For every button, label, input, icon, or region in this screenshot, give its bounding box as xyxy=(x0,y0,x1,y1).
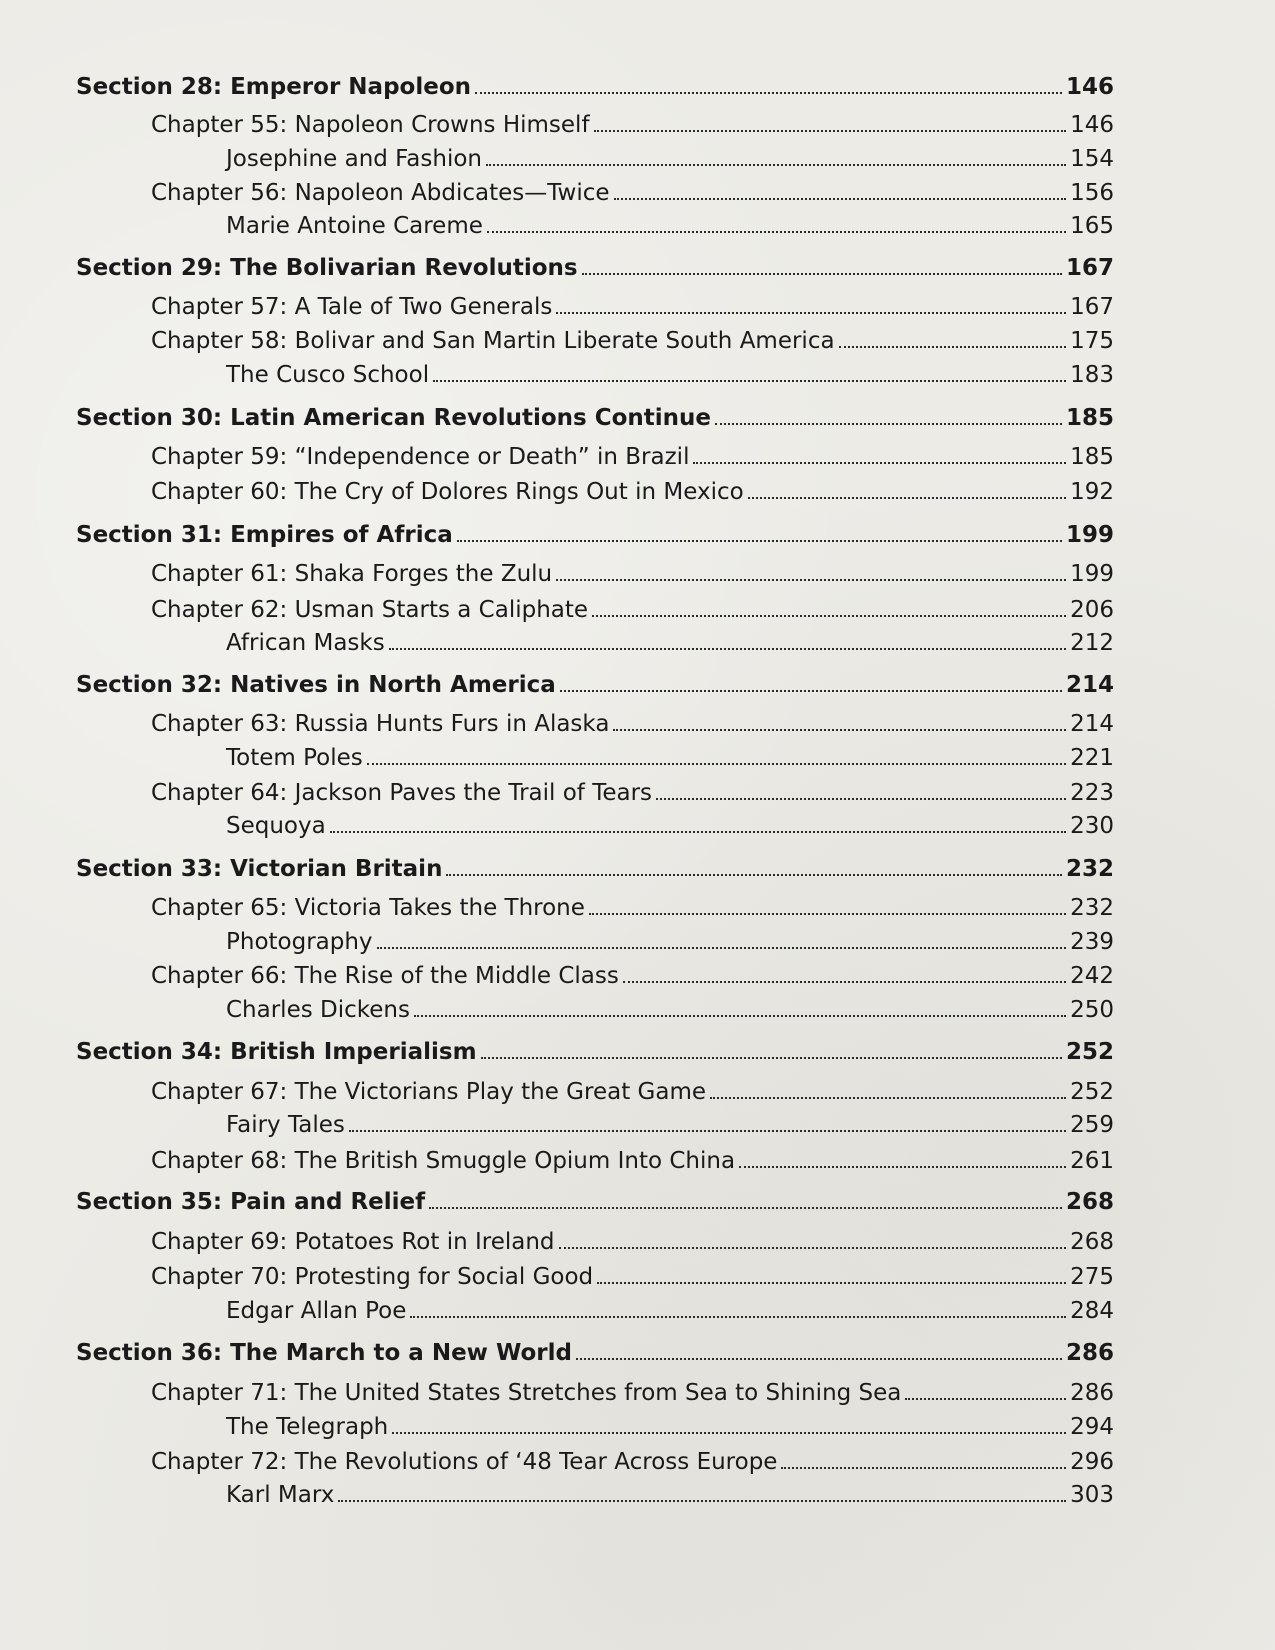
toc-page: 252 xyxy=(1065,1039,1114,1065)
toc-subsection[interactable] xyxy=(76,625,1114,659)
toc-page: 223 xyxy=(1070,780,1114,806)
dot-leader xyxy=(614,198,1067,200)
dot-leader xyxy=(487,231,1066,233)
toc-title: Chapter 66: The Rise of the Middle Class xyxy=(151,963,619,989)
toc-page: 303 xyxy=(1070,1482,1114,1508)
dot-leader xyxy=(559,1247,1067,1249)
toc-page: 230 xyxy=(1070,813,1114,839)
toc-title: Chapter 63: Russia Hunts Furs in Alaska xyxy=(151,711,610,737)
dot-leader xyxy=(748,497,1066,499)
toc-chapter[interactable] xyxy=(76,175,1114,209)
toc-title: Section 32: Natives in North America xyxy=(76,672,556,698)
toc-subsection[interactable] xyxy=(76,1293,1114,1327)
toc-title: Chapter 56: Napoleon Abdicates—Twice xyxy=(151,180,610,206)
toc-chapter[interactable] xyxy=(76,1444,1114,1478)
toc-chapter[interactable] xyxy=(76,323,1114,357)
toc-title: Section 36: The March to a New World xyxy=(76,1340,572,1366)
toc-title: Sequoya xyxy=(226,813,326,839)
toc-title: Section 28: Emperor Napoleon xyxy=(76,74,471,100)
toc-title: The Cusco School xyxy=(226,362,430,388)
toc-title: Chapter 57: A Tale of Two Generals xyxy=(151,294,553,320)
toc-chapter[interactable] xyxy=(76,706,1114,740)
toc-title: Section 33: Victorian Britain xyxy=(76,856,443,882)
toc-page: 199 xyxy=(1065,522,1114,548)
dot-leader xyxy=(597,1282,1066,1284)
toc-title: Section 29: The Bolivarian Revolutions xyxy=(76,255,578,281)
toc-chapter[interactable] xyxy=(76,289,1114,323)
dot-leader xyxy=(330,831,1066,833)
toc-page: 268 xyxy=(1070,1229,1114,1255)
toc-title: Charles Dickens xyxy=(226,997,410,1023)
dot-leader xyxy=(781,1467,1066,1469)
toc-subsection[interactable] xyxy=(76,1107,1114,1141)
dot-leader xyxy=(429,1207,1062,1209)
toc-page: 156 xyxy=(1070,180,1114,206)
dot-leader xyxy=(613,729,1066,731)
toc-chapter[interactable] xyxy=(76,439,1114,473)
dot-leader xyxy=(556,312,1066,314)
toc-title: African Masks xyxy=(226,630,385,656)
dot-leader xyxy=(433,380,1066,382)
toc-page: 242 xyxy=(1070,963,1114,989)
toc-title: Josephine and Fashion xyxy=(226,146,482,172)
toc-page: 252 xyxy=(1070,1079,1114,1105)
toc-title: Marie Antoine Careme xyxy=(226,213,483,239)
toc-subsection[interactable] xyxy=(76,357,1114,391)
toc-section[interactable] xyxy=(76,69,1114,103)
toc-section[interactable] xyxy=(76,1335,1114,1369)
toc-title: Chapter 55: Napoleon Crowns Himself xyxy=(151,112,590,138)
dot-leader xyxy=(592,615,1066,617)
toc-subsection[interactable] xyxy=(76,141,1114,175)
toc-section[interactable] xyxy=(76,667,1114,701)
dot-leader xyxy=(367,763,1066,765)
toc-page: 232 xyxy=(1070,895,1114,921)
toc-subsection[interactable] xyxy=(76,1477,1114,1511)
dot-leader xyxy=(582,273,1062,275)
dot-leader xyxy=(576,1358,1062,1360)
toc-section[interactable] xyxy=(76,1184,1114,1218)
toc-page: 261 xyxy=(1070,1148,1114,1174)
toc-page: 183 xyxy=(1070,362,1114,388)
dot-leader xyxy=(739,1166,1066,1168)
toc-page: 185 xyxy=(1065,405,1114,431)
toc-subsection[interactable] xyxy=(76,1409,1114,1443)
dot-leader xyxy=(486,164,1066,166)
toc-title: Chapter 62: Usman Starts a Caliphate xyxy=(151,597,589,623)
dot-leader xyxy=(410,1316,1066,1318)
toc-title: Chapter 65: Victoria Takes the Throne xyxy=(151,895,585,921)
toc-title: Section 34: British Imperialism xyxy=(76,1039,477,1065)
toc-section[interactable] xyxy=(76,517,1114,551)
toc-chapter[interactable] xyxy=(76,1074,1114,1108)
toc-subsection[interactable] xyxy=(76,992,1114,1026)
toc-section[interactable] xyxy=(76,250,1114,284)
dot-leader xyxy=(623,981,1066,983)
toc-section[interactable] xyxy=(76,1034,1114,1068)
toc-subsection[interactable] xyxy=(76,208,1114,242)
dot-leader xyxy=(475,92,1062,94)
toc-page: 167 xyxy=(1070,294,1114,320)
toc-section[interactable] xyxy=(76,851,1114,885)
toc-chapter[interactable] xyxy=(76,1143,1114,1177)
toc-chapter[interactable] xyxy=(76,1224,1114,1258)
toc-page: 212 xyxy=(1070,630,1114,656)
toc-page: 286 xyxy=(1065,1340,1114,1366)
toc-title: Section 35: Pain and Relief xyxy=(76,1189,426,1215)
toc-page: 185 xyxy=(1070,444,1114,470)
toc-subsection[interactable] xyxy=(76,808,1114,842)
toc-title: Chapter 72: The Revolutions of ‘48 Tear Across Europe xyxy=(151,1449,778,1475)
toc-subsection[interactable] xyxy=(76,924,1114,958)
dot-leader xyxy=(594,130,1067,132)
toc-page: 175 xyxy=(1070,328,1114,354)
toc-title: Section 31: Empires of Africa xyxy=(76,522,453,548)
toc-title: Chapter 69: Potatoes Rot in Ireland xyxy=(151,1229,555,1255)
dot-leader xyxy=(715,423,1062,425)
toc-title: Chapter 59: “Independence or Death” in Brazil xyxy=(151,444,690,470)
dot-leader xyxy=(446,874,1062,876)
dot-leader xyxy=(656,798,1066,800)
toc-page: 232 xyxy=(1065,856,1114,882)
toc-title: Chapter 60: The Cry of Dolores Rings Out in Mexico xyxy=(151,479,744,505)
toc-page: 275 xyxy=(1070,1264,1114,1290)
toc-page: 146 xyxy=(1065,74,1114,100)
toc-page: 286 xyxy=(1070,1380,1114,1406)
toc-page: 167 xyxy=(1065,255,1114,281)
toc-page: 259 xyxy=(1070,1112,1114,1138)
toc-page: 214 xyxy=(1070,711,1114,737)
dot-leader xyxy=(338,1500,1066,1502)
dot-leader xyxy=(710,1097,1066,1099)
toc-subsection[interactable] xyxy=(76,740,1114,774)
toc-page: 146 xyxy=(1070,112,1114,138)
dot-leader xyxy=(556,579,1066,581)
toc-page: 250 xyxy=(1070,997,1114,1023)
toc-chapter[interactable] xyxy=(76,775,1114,809)
toc-title: Chapter 67: The Victorians Play the Great Game xyxy=(151,1079,706,1105)
toc-chapter[interactable] xyxy=(76,556,1114,590)
toc-chapter[interactable] xyxy=(76,1375,1114,1409)
toc-page: 199 xyxy=(1070,561,1114,587)
dot-leader xyxy=(349,1130,1066,1132)
toc-page: 294 xyxy=(1070,1414,1114,1440)
toc-title: Totem Poles xyxy=(226,745,363,771)
toc-title: Chapter 71: The United States Stretches from Sea to Shining Sea xyxy=(151,1380,902,1406)
dot-leader xyxy=(589,913,1066,915)
toc-title: Karl Marx xyxy=(226,1482,335,1508)
toc-page: 284 xyxy=(1070,1298,1114,1324)
toc-page: 221 xyxy=(1070,745,1114,771)
toc-page: 192 xyxy=(1070,479,1114,505)
toc-title: Edgar Allan Poe xyxy=(226,1298,407,1324)
dot-leader xyxy=(457,540,1062,542)
toc-page: 165 xyxy=(1070,213,1114,239)
dot-leader xyxy=(392,1432,1066,1434)
toc-chapter[interactable] xyxy=(76,474,1114,508)
dot-leader xyxy=(905,1398,1066,1400)
toc-chapter[interactable] xyxy=(76,592,1114,626)
dot-leader xyxy=(414,1015,1066,1017)
toc-title: The Telegraph xyxy=(226,1414,389,1440)
toc-title: Photography xyxy=(226,929,373,955)
toc-title: Fairy Tales xyxy=(226,1112,345,1138)
toc-title: Section 30: Latin American Revolutions Continue xyxy=(76,405,712,431)
toc-page: 154 xyxy=(1070,146,1114,172)
dot-leader xyxy=(839,346,1067,348)
dot-leader xyxy=(481,1057,1062,1059)
toc-page: 214 xyxy=(1065,672,1114,698)
toc-page: 268 xyxy=(1065,1189,1114,1215)
toc-page: 206 xyxy=(1070,597,1114,623)
dot-leader xyxy=(377,947,1067,949)
dot-leader xyxy=(560,690,1062,692)
toc-title: Chapter 58: Bolivar and San Martin Liberate South America xyxy=(151,328,835,354)
dot-leader xyxy=(693,462,1066,464)
dot-leader xyxy=(389,648,1066,650)
toc-page: 239 xyxy=(1070,929,1114,955)
toc-chapter[interactable] xyxy=(76,890,1114,924)
toc-title: Chapter 70: Protesting for Social Good xyxy=(151,1264,594,1290)
toc-title: Chapter 68: The British Smuggle Opium Into China xyxy=(151,1148,736,1174)
toc-chapter[interactable] xyxy=(76,1259,1114,1293)
toc-chapter[interactable] xyxy=(76,107,1114,141)
toc-title: Chapter 64: Jackson Paves the Trail of Tears xyxy=(151,780,653,806)
toc-page: 296 xyxy=(1070,1449,1114,1475)
toc-section[interactable] xyxy=(76,400,1114,434)
toc-title: Chapter 61: Shaka Forges the Zulu xyxy=(151,561,553,587)
toc-chapter[interactable] xyxy=(76,958,1114,992)
